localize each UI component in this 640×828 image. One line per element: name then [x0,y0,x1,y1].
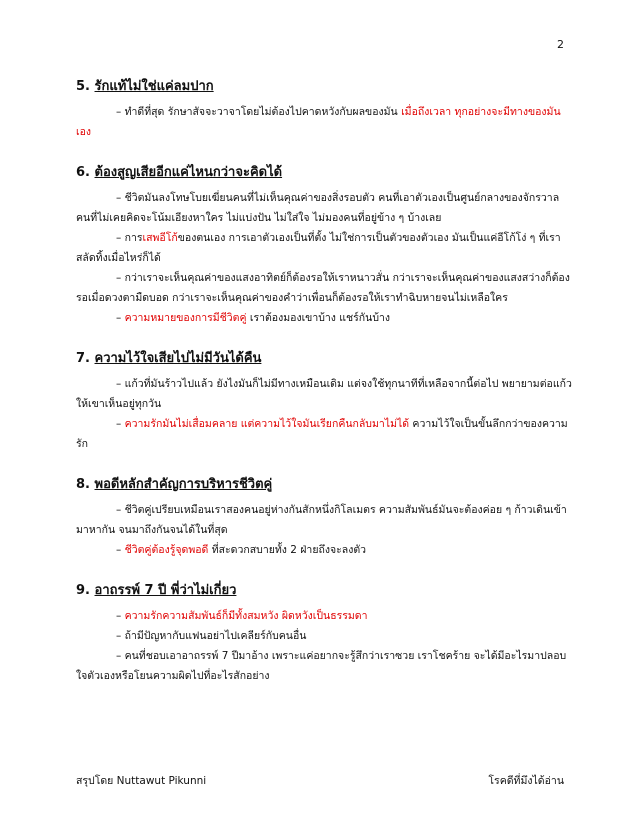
section-title: ต้องสูญเสียอีกแค่ไหนกว่าจะคิดได้ [94,165,283,180]
section-number: 8. [76,477,90,492]
body-text: – [116,544,125,556]
paragraph [76,540,572,560]
paragraph [76,308,572,328]
section-9 [76,582,572,686]
body-text: ความไว้ใจเป็นขั้นลึกกว่าของความรัก [76,418,568,450]
highlight-text: ความหมายของการมีชีวิตคู่ [124,312,247,324]
body-text: – การ [116,232,143,244]
section-title: อาถรรพ์ 7 ปี พี่ว่าไม่เกี่ยว [94,583,237,598]
section-7 [76,350,572,454]
section-number: 7. [76,351,90,366]
body-text: – ชีวิตมันลงโทษโบยเฆี่ยนคนที่ไม่เห็นคุณค่าของสิ่งรอบตัว คนที่เอาตัวเองเป็นศูนย์กลางของจักรวาล คนที่ไม่เคยคิดจะโน้มเอียงหาใคร ไม่แบ่งปัน ไม่ใส่ใจ ไม่มองคนที่อยู่ข้าง ๆ บ้างเลย [76,192,560,224]
footer-author: สรุปโดย Nuttawut Pikunni [76,775,207,787]
highlight-text: เมื่อถึงเวลา ทุกอย่างจะมีทางของมันเอง [76,106,561,138]
paragraph [76,414,572,454]
highlight-text: ชีวิตคู่ต้องรู้จุดพอดี [124,544,209,556]
body-text: – [116,312,125,324]
section-heading [76,476,572,494]
body-text: – แก้วที่มันร้าวไปแล้ว ยังไงมันก็ไม่มีทางเหมือนเดิม แต่จงใช้ทุกนาทีที่เหลือจากนี้ต่อไป พยายามต่อแก้วให้เขาเห็นอยู่ทุกวัน [76,378,572,410]
section-8 [76,476,572,560]
body-text: – ถ้ามีปัญหากับแฟนอย่าไปเคลียร์กับคนอื่น [116,630,307,642]
body-text: – คนที่ชอบเอาอาถรรพ์ 7 ปีมาอ้าง เพราะแค่อยากจะรู้สึกว่าเราซวย เราโชคร้าย จะได้มีอะไรมาปลอบใจตัวเองหรือโยนความผิดไปที่อะไรสักอย่าง [76,650,567,682]
section-number: 5. [76,79,90,94]
paragraph [76,268,572,308]
page-number: 2 [557,38,564,51]
body-text: ที่สะดวกสบายทั้ง 2 ฝ่ายถึงจะลงตัว [208,544,367,556]
section-title: รักแท้ไม่ใช่แค่ลมปาก [94,79,214,94]
section-title: ความไว้ใจเสียไปไม่มีวันได้คืน [94,351,262,366]
body-text: – [116,610,125,622]
body-text: – [116,418,125,430]
section-number: 9. [76,583,90,598]
paragraph [76,228,572,268]
body-text: – กว่าเราจะเห็นคุณค่าของแสงอาทิตย์ก็ต้องรอให้เราหนาวสั่น กว่าเราจะเห็นคุณค่าของแสงสว่างก็ต้องรอเมื่อดวงตามืดบอด กว่าเราจะเห็นคุณค่าของคำว่าเพื่อนก็ต้องรอให้เราทำฉิบหายจนไม่เหลือใคร [76,272,570,304]
footer-title: โรคดีที่มึงได้อ่าน [488,775,564,787]
paragraph [76,374,572,414]
document-body [76,78,572,708]
section-title: พอดีหลักสำคัญการบริหารชีวิตคู่ [94,477,273,492]
body-text: – ทำดีที่สุด รักษาสัจจะวาจาโดยไม่ต้องไปคาดหวังกับผลของมัน [116,106,402,118]
section-heading [76,350,572,368]
paragraph [76,188,572,228]
body-text: ของตนเอง การเอาตัวเองเป็นที่ตั้ง ไม่ใช่การเป็นตัวของตัวเอง มันเป็นแค่อีโก้โง่ ๆ ที่เราสลัดทิ้งเมื่อไหร่ก็ได้ [76,232,561,264]
section-heading [76,582,572,600]
paragraph [76,102,572,142]
highlight-text: เสพอีโก้ [142,232,178,244]
paragraph [76,626,572,646]
highlight-text: ความรักความสัมพันธ์ก็มีทั้งสมหวัง ผิดหวังเป็นธรรมดา [124,610,368,622]
section-5 [76,78,572,142]
body-text: – ชีวิตคู่เปรียบเหมือนเราสองคนอยู่ห่างกันสักหนึ่งกิโลเมตร ความสัมพันธ์มันจะต้องค่อย ๆ ก้าวเดินเข้ามาหากัน จนมาถึงกันจนได้ในที่สุด [76,504,567,536]
body-text: เราต้องมองเขาบ้าง แชร์กันบ้าง [246,312,391,324]
paragraph [76,500,572,540]
section-heading [76,164,572,182]
paragraph [76,606,572,626]
section-heading [76,78,572,96]
highlight-text: ความรักมันไม่เสื่อมคลาย แต่ความไว้ใจมันเรียกคืนกลับมาไม่ได้ [124,418,410,430]
paragraph [76,646,572,686]
section-6 [76,164,572,328]
section-number: 6. [76,165,90,180]
